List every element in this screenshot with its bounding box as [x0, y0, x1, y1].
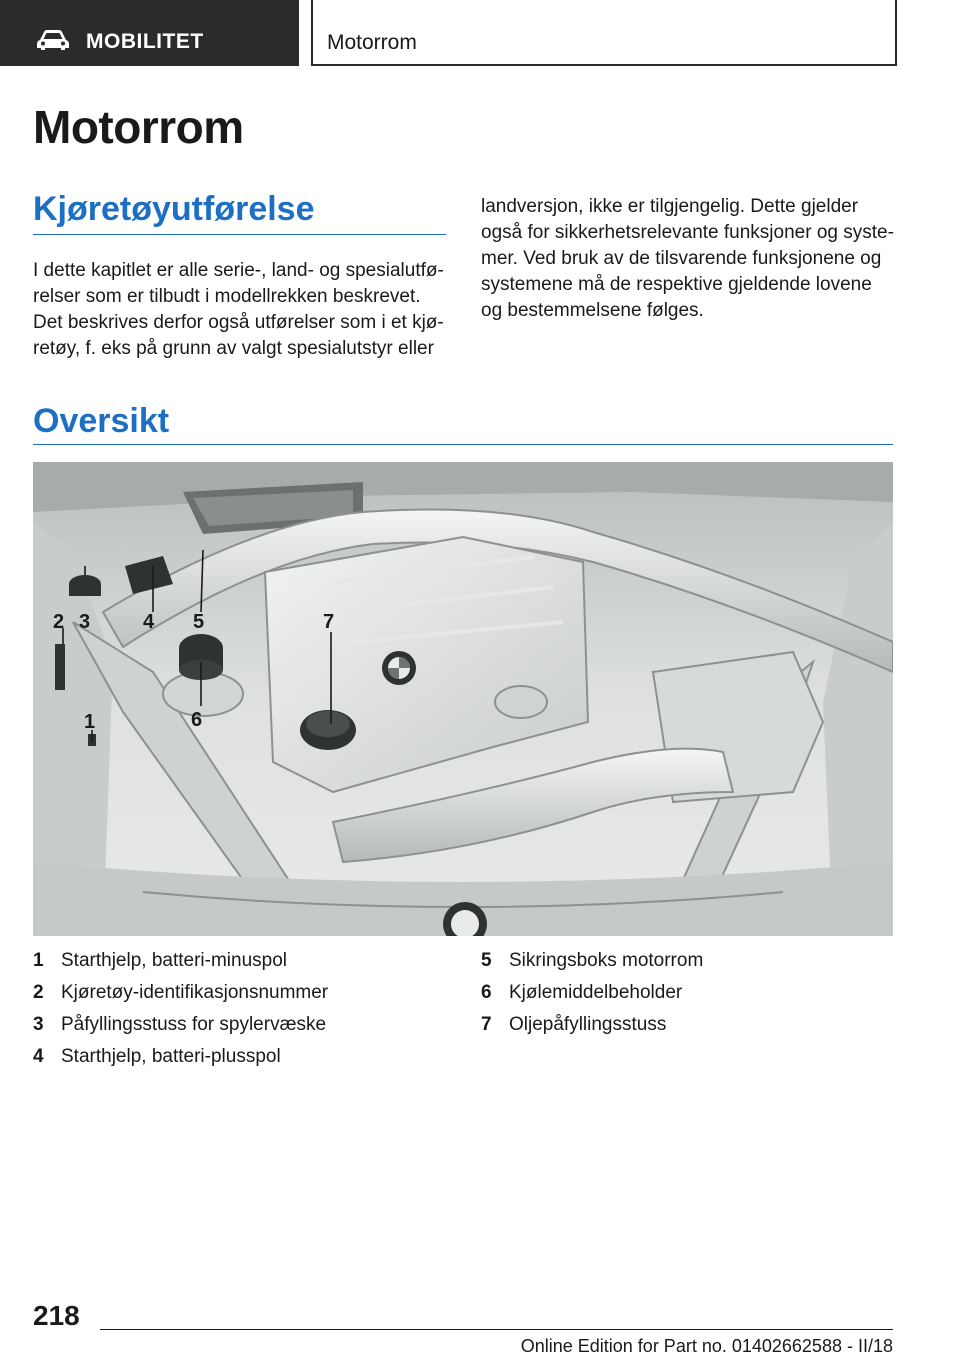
legend-number: 7 — [481, 1014, 492, 1035]
section-divider — [33, 234, 446, 235]
legend-number: 1 — [33, 950, 44, 971]
callout-7: 7 — [323, 611, 335, 633]
header-category-label: MOBILITET — [86, 30, 204, 53]
callout-1: 1 — [84, 711, 96, 733]
legend-number: 5 — [481, 950, 492, 971]
body-text-right: landversjon, ikke er tilgjengelig. Dette gjelder også for sikkerhetsrelevante funksjoner og systemer. Ved bruk av de tilsvarende funksjonene og systemene må de respektive gjeldende lovene og bestemmelsene følges. — [481, 196, 894, 321]
breadcrumb-label: Motorrom — [327, 31, 417, 54]
page-number: 218 — [33, 1300, 80, 1331]
legend-text: Oljepåfyllingsstuss — [509, 1014, 667, 1035]
callout-2: 2 — [53, 611, 65, 633]
footer-edition-text: Online Edition for Part no. 01402662588 - II/18 — [520, 1336, 893, 1356]
section-title-overview: Oversikt — [33, 402, 170, 440]
engine-bay-illustration — [33, 462, 893, 936]
car-icon — [36, 29, 70, 51]
legend-text: Påfyllingsstuss for spylervæske — [61, 1014, 327, 1035]
callout-3: 3 — [79, 611, 91, 633]
callout-5: 5 — [193, 611, 205, 633]
footer-divider — [100, 1329, 893, 1330]
legend-text: Starthjelp, batteri-plusspol — [61, 1046, 281, 1067]
legend-number: 2 — [33, 982, 44, 1003]
legend-number: 3 — [33, 1014, 44, 1035]
header-category-tab[interactable] — [0, 0, 299, 66]
legend-text: Kjølemiddelbeholder — [509, 982, 683, 1003]
section-title-vehicle-variant: Kjøretøyutførelse — [33, 190, 315, 228]
callout-6: 6 — [191, 709, 203, 731]
legend-number: 4 — [33, 1046, 44, 1067]
page-title: Motorrom — [33, 101, 244, 153]
legend-text: Sikringsboks motorrom — [509, 950, 704, 971]
callout-4: 4 — [143, 611, 155, 633]
legend-text: Starthjelp, batteri-minuspol — [61, 950, 287, 971]
legend-text: Kjøretøy-identifikasjonsnummer — [61, 982, 329, 1003]
body-text-left: I dette kapitlet er alle serie-, land- og spesialutførelser som er tilbudt i modellrekken beskrevet. Det beskrives derfor også utførelser som i et kjøretøy, f. eks på grunn av valgt spesialutstyr eller — [33, 260, 444, 359]
section-divider — [33, 444, 893, 445]
breadcrumb — [311, 0, 897, 66]
legend-number: 6 — [481, 982, 492, 1003]
